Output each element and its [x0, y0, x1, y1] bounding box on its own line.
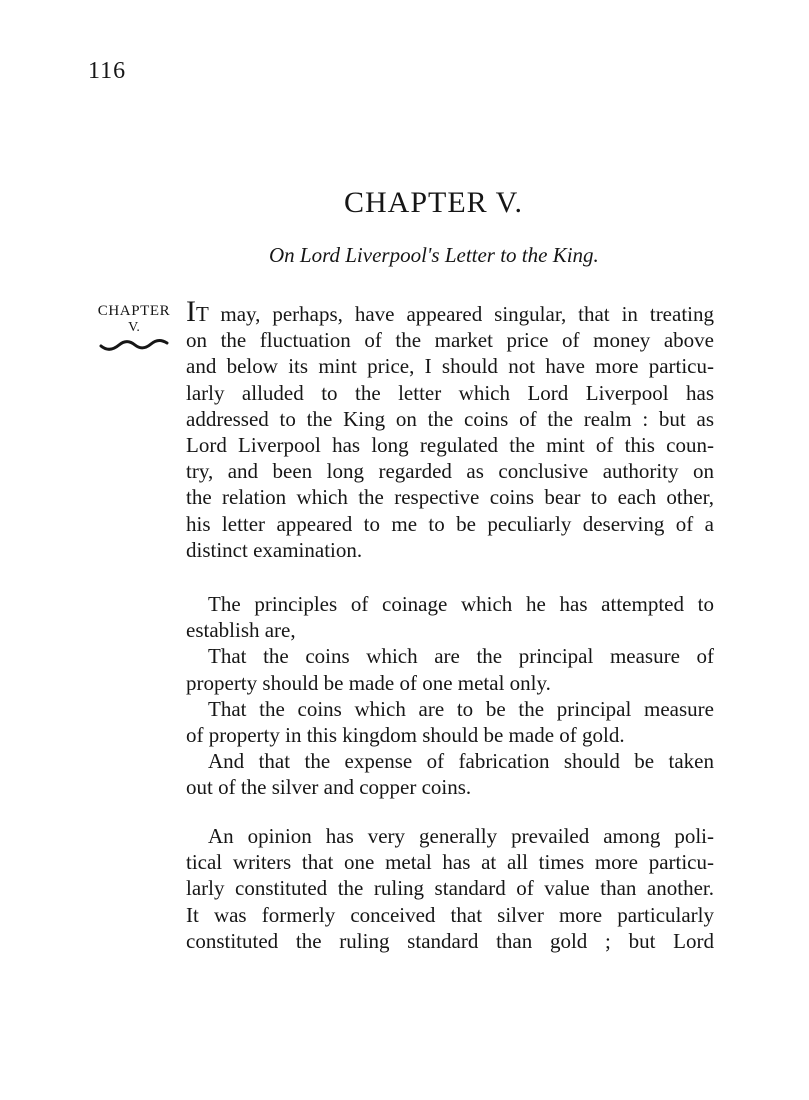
text-line: try, and been long regarded as conclusive authority on [186, 459, 714, 484]
text-line: larly alluded to the letter which Lord Liverpool has [186, 380, 714, 405]
text-line: his letter appeared to me to be peculiarly deserving of a [186, 511, 714, 536]
text-line: property should be made of one metal only. [186, 670, 551, 695]
drop-cap: I [186, 295, 196, 328]
text-line: on the fluctuation of the market price of money above [186, 328, 714, 353]
text-line: The principles of coinage which he has attempted to [208, 592, 714, 616]
tilde-flourish-icon [99, 337, 169, 351]
paragraph-2 [186, 591, 714, 801]
page-number: 116 [88, 58, 127, 84]
text-line: out of the silver and copper coins. [186, 775, 472, 800]
text-line [186, 295, 714, 328]
text-line: addressed to the King on the coins of the realm : but as [186, 406, 714, 431]
text-line: And that the expense of fabrication should be taken [208, 749, 714, 774]
text-line: That the coins which are to be the principal measure [208, 696, 714, 721]
text-line: larly constituted the ruling standard of value than another. [186, 876, 714, 901]
text-line: distinct examination. [186, 537, 363, 562]
text-line: constituted the ruling standard than gold ; but Lord [186, 928, 714, 953]
margin-note [88, 302, 180, 351]
chapter-title: CHAPTER V. [344, 186, 523, 219]
text-line-content: T may, perhaps, have appeared singular, that in treating [196, 302, 714, 326]
text-line: the relation which the respective coins bear to each other, [186, 485, 714, 510]
text-line: It was formerly conceived that silver more particularly [186, 902, 714, 927]
paragraph-3 [186, 823, 714, 954]
text-line: of property in this kingdom should be made of gold. [186, 723, 625, 748]
text-line: tical writers that one metal has at all times more particu- [186, 850, 714, 875]
text-line: An opinion has very generally prevailed among poli- [208, 824, 714, 848]
paragraph-1 [186, 295, 714, 563]
text-line: That the coins which are the principal measure of [208, 644, 714, 669]
text-line: establish are, [186, 618, 296, 643]
chapter-subtitle: On Lord Liverpool's Letter to the King. [269, 243, 599, 267]
text-line: Lord Liverpool has long regulated the mint of this coun- [186, 433, 714, 458]
margin-note-label: CHAPTER [97, 303, 171, 319]
text-line: and below its mint price, I should not have more particu- [186, 354, 714, 379]
margin-note-number: V. [128, 320, 140, 335]
